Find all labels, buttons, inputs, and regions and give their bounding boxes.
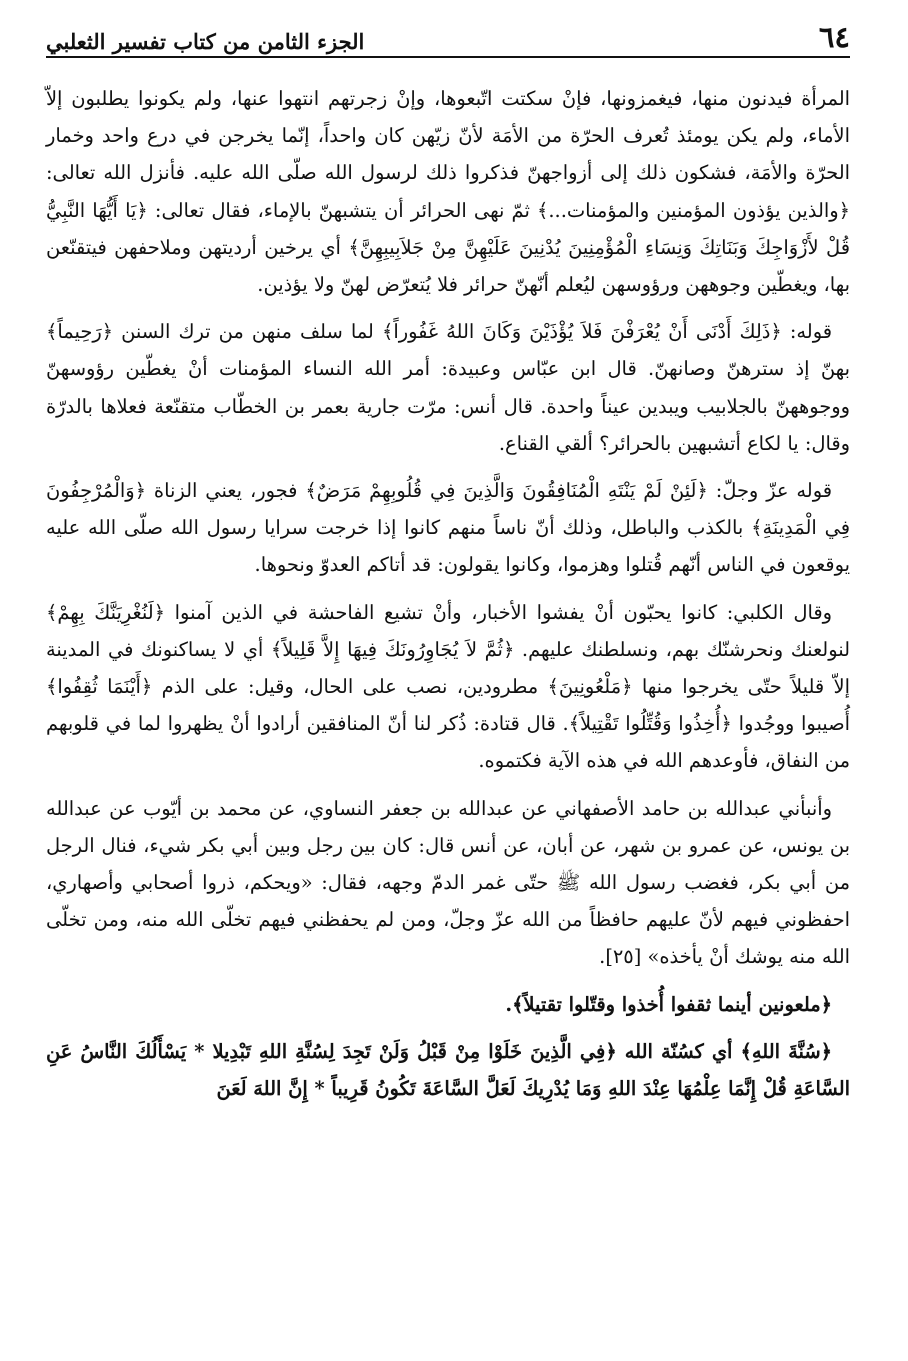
running-title: الجزء الثامن من كتاب تفسير الثعلبي (46, 29, 365, 54)
paragraph-5: وأنبأني عبدالله بن حامد الأصفهاني عن عبدالله بن جعفر النساوي، عن محمد بن أيّوب عن عبدالله بن يونس، عن عمرو بن شهر، عن أبان، عن أنس قال: كان بين رجل وبين أبي بكر شيء، فنال الرجل من أبي بكر، فغضب رسول الله ﷺ حتّى غمر الدمّ وجهه، فقال: «ويحكم، ذروا أصحابي وأصهاري، احفظوني فيهم لأنّ عليهم حافظاً من الله عزّ وجلّ، ومن لم يحفظني فيهم تخلّى الله منه، ومن تخلّى الله منه يوشك أنْ يأخذه» [٢٥]. (46, 796, 850, 969)
paragraph-1: المرأة فيدنون منها، فيغمزونها، فإنْ سكتت اتّبعوها، وإنْ زجرتهم انتهوا عنها، ولم يكونوا يطلبون إلاّ الأماء، ولم يكن يومئذ تُعرف الحرّة من الأمَة لأنّ زيّهن كان واحداً، إنّما يخرجن في درع واحد وخمار الحرّة والأمَة، فشكون ذلك إلى أزواجهنّ فذكروا ذلك لرسول الله صلّى الله عليه. فأنزل الله تعالى: ﴿والذين يؤذون المؤمنين والمؤمنات...﴾ ثمّ نهى الحرائر أن يتشبهنّ بالإماء، فقال تعالى: ﴿يَا أَيُّهَا النَّبِيُّ قُلْ لأَزْوَاجِكَ وَبَنَاتِكَ وَنِسَاءِ الْمُؤْمِنِينَ يُدْنِينَ عَلَيْهِنَّ مِنْ جَلاَبِيبِهِنَّ﴾ أي يرخين أرديتهن وملاحفهن فيتقنّعن بها، ويغطّين وجوههن ورؤوسهن ليُعلم أنّهنّ حرائر فلا يُتعرّض لهنّ ولا يؤذين. (46, 87, 850, 297)
paragraph-4: وقال الكلبي: كانوا يحبّون أنْ يفشوا الأخبار، وأنْ تشيع الفاحشة في الذين آمنوا ﴿لَنُغْرِيَنَّكَ بِهِمْ﴾ لنولعنك ونحرشنّك بهم، ونسلطنك عليهم. ﴿ثُمَّ لاَ يُجَاوِرُونَكَ فِيهَا إِلاَّ قَلِيلاً﴾ أي لا يساكنونك في المدينة إلاّ قليلاً حتّى يخرجوا منها ﴿مَلْعُونِينَ﴾ مطرودين، نصب على الحال، وقيل: على الذم ﴿أَيْنَمَا ثُقِفُوا﴾ أُصيبوا ووجُدوا ﴿أُخِذُوا وَقُتِّلُوا تَقْتِيلاً﴾. قال قتادة: ذُكر لنا أنّ المنافقين أرادوا أنْ يظهروا لما في قلوبهم من النفاق، فأوعدهم الله في هذه الآية فكتموه. (46, 600, 850, 773)
paragraph-6: ﴿سُنَّةَ اللهِ﴾ أي كسُنّة الله ﴿فِي الَّذِينَ خَلَوْا مِنْ قَبْلُ وَلَنْ تَجِدَ لِسُنَّةِ اللهِ تَبْدِيلا * يَسْأَلُكَ النَّاسُ عَنِ السَّاعَةِ قُلْ إِنَّمَا عِلْمُهَا عِنْدَ اللهِ وَمَا يُدْرِيكَ لَعَلَّ السَّاعَةَ تَكُونُ قَرِيباً * إِنَّ اللهَ لَعَنَ (46, 1039, 850, 1101)
page-header (46, 0, 850, 58)
page-number: ٦٤ (818, 20, 850, 54)
verse-heading: ﴿ملعونين أينما ثقفوا أُخذوا وقتّلوا تقتيلاً﴾. (505, 992, 832, 1016)
paragraph-2: قوله: ﴿ذَلِكَ أَدْنَى أَنْ يُعْرَفْنَ فَلاَ يُؤْذَيْنَ وَكَانَ اللهُ غَفُوراً﴾ لما سلف منهن من ترك السنن ﴿رَحِيماً﴾ بهنّ إذ سترهنّ وصانهنّ. قال ابن عبّاس وعبيدة: أمر الله النساء المؤمنات أنْ يغطّين رؤوسهنّ ووجوههنّ بالجلابيب ويبدين عيناً واحدة. قال أنس: مرّت جارية بعمر بن الخطّاب متقنّعة فعلاها بالدرّة وقال: يا لكاع أتشبهين بالحرائر؟ ألقي القناع. (46, 320, 850, 455)
paragraph-3: قوله عزّ وجلّ: ﴿لَئِنْ لَمْ يَنْتَهِ الْمُنَافِقُونَ وَالَّذِينَ فِي قُلُوبِهِمْ مَرَضٌ﴾ فجور، يعني الزناة ﴿وَالْمُرْجِفُونَ فِي الْمَدِينَةِ﴾ بالكذب والباطل، وذلك أنّ ناساً منهم كانوا إذا خرجت سرايا رسول الله صلّى الله عليه يوقعون في الناس أنّهم قُتلوا وهزموا، وكانوا يقولون: قد أتاكم العدوّ ونحوها. (46, 479, 850, 577)
